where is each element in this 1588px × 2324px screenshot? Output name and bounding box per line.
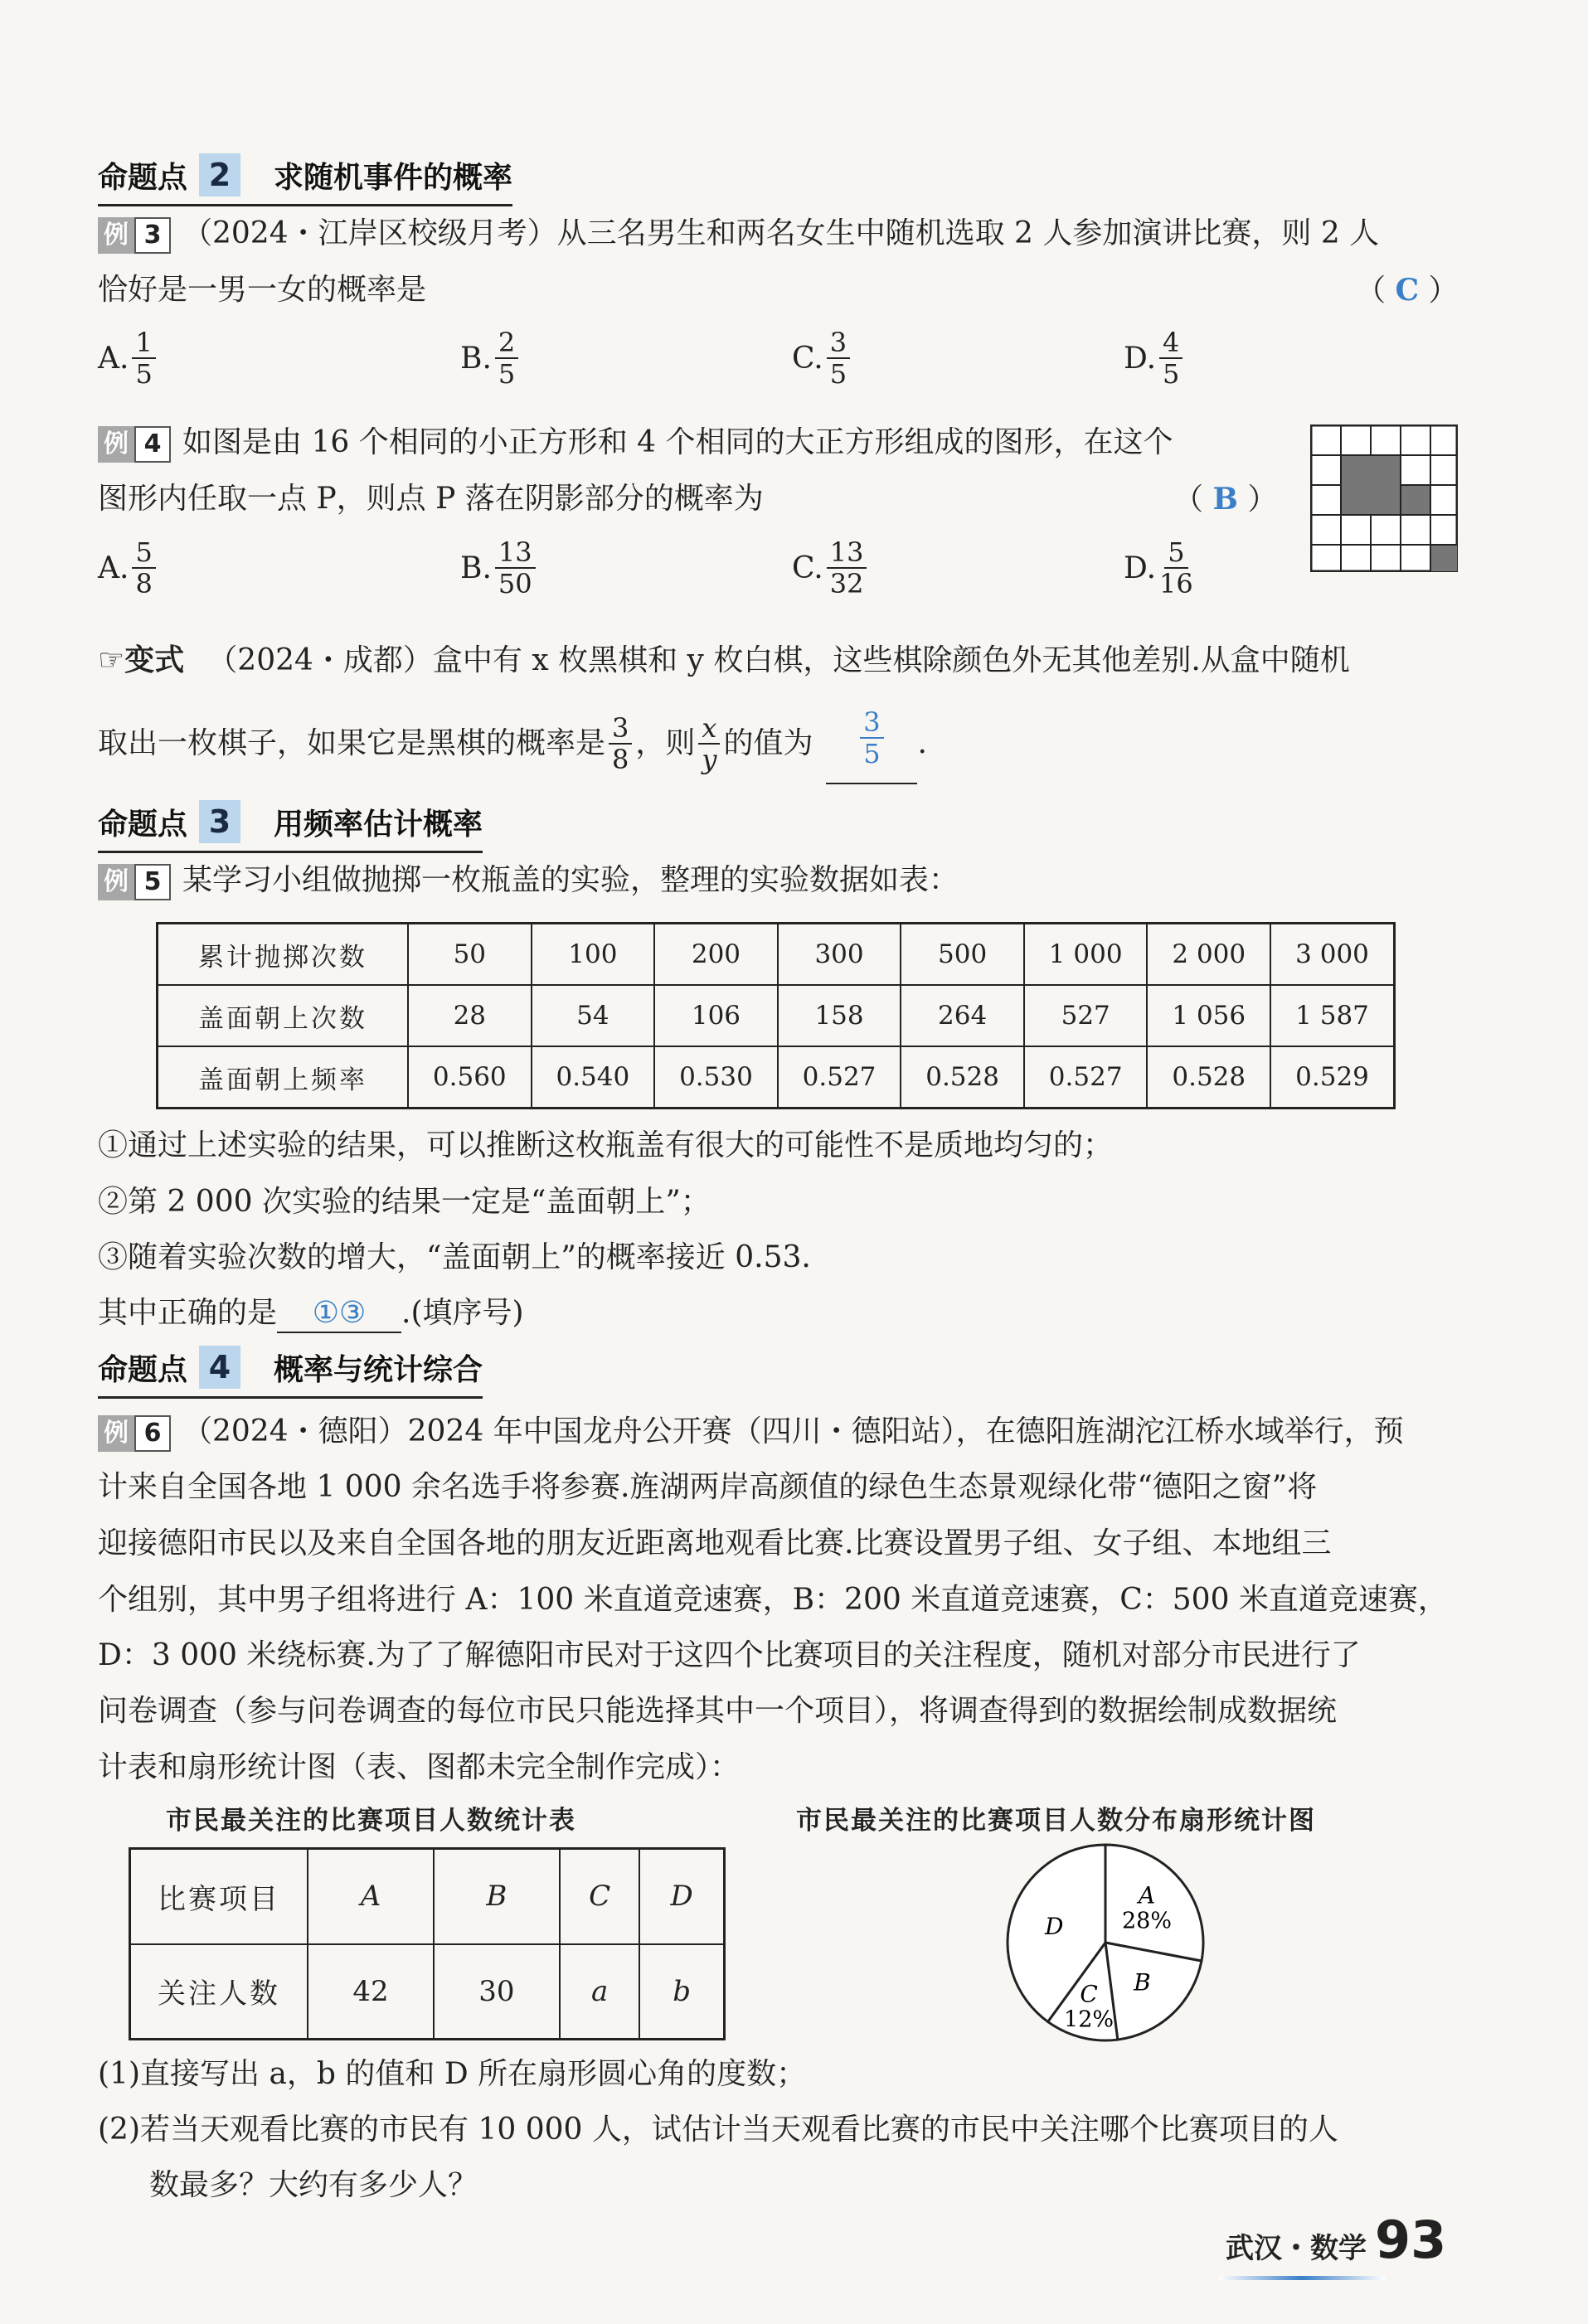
example-tag: 例 4 — [98, 426, 171, 463]
example-tag: 例 5 — [98, 864, 171, 900]
section-label: 命题点 — [98, 1352, 188, 1387]
example-4-answer: （ B ） — [1173, 482, 1278, 517]
chart-title: 市民最关注的比赛项目人数分布扇形统计图 — [796, 1806, 1316, 1836]
question-2-line-2: 数最多？大约有多少人？ — [149, 2168, 478, 2202]
section-label: 命题点 — [98, 160, 188, 195]
example-3-answer: （ C ） — [1356, 273, 1459, 308]
pie-label-b: B — [1134, 1968, 1151, 1997]
section-title: 用频率估计概率 — [274, 807, 483, 842]
example-6-line-1: 例 6 （2024・德阳）2024 年中国龙舟公开赛（四川・德阳站），在德阳旌湖沱江桥水域举行，预 — [98, 1414, 1404, 1452]
variant-label: 变式 — [124, 643, 185, 677]
section-label: 命题点 — [98, 807, 188, 842]
example-4-line-1: 例 4 如图是由 16 个相同的小正方形和 4 个相同的大正方形组成的图形，在这个 — [98, 425, 1173, 463]
example-4-line-2: 图形内任取一点 P，则点 P 落在阴影部分的概率为 — [98, 482, 764, 516]
example-6-line-2: 计来自全国各地 1 000 余名选手将参赛.旌湖两岸高颜值的绿色生态景观绿化带“德阳之窗”将 — [98, 1470, 1318, 1504]
section-number: 2 — [199, 153, 240, 196]
question-1: (1)直接写出 a，b 的值和 D 所在扇形圆心角的度数； — [98, 2057, 807, 2091]
example-6-line-3: 迎接德阳市民以及来自全国各地的朋友近距离地观看比赛.比赛设置男子组、女子组、本地组三 — [98, 1526, 1332, 1560]
section-number: 4 — [199, 1346, 240, 1389]
pie-slice-b — [1105, 1943, 1202, 2040]
page-number: 93 — [1375, 2210, 1447, 2270]
ex3-option-b: B. $\frac{2}{5}$ — [460, 327, 522, 389]
section-title: 求随机事件的概率 — [274, 160, 513, 195]
table-row: 累计抛掷次数 50 100 200 300 500 1 000 2 000 3 000 — [158, 924, 1395, 986]
grid-figure — [1310, 425, 1458, 572]
table-row: 比赛项目 A B C D — [130, 1849, 725, 1944]
statement-3: ③随着实验次数的增大，“盖面朝上”的概率接近 0.53. — [98, 1240, 811, 1274]
section-header-4 — [98, 1342, 483, 1399]
pie-chart — [1002, 1839, 1209, 2046]
example-6-line-5: D：3 000 米绕标赛.为了了解德阳市民对于这四个比赛项目的关注程度，随机对部分市民进行了 — [98, 1638, 1361, 1672]
section-header-2 — [98, 149, 512, 206]
section-title: 概率与统计综合 — [274, 1352, 483, 1387]
example-tag: 例 3 — [98, 217, 171, 254]
ex3-option-c: C. $\frac{3}{5}$ — [792, 327, 853, 389]
pie-label-c: C — [1080, 1980, 1098, 2008]
experiment-table — [156, 922, 1396, 1109]
answer-blank: ①③ — [277, 1295, 401, 1333]
table-row: 盖面朝上频率 0.560 0.540 0.530 0.527 0.528 0.527 0.528 0.529 — [158, 1046, 1395, 1109]
table-row: 盖面朝上次数 28 54 106 158 264 527 1 056 1 587 — [158, 985, 1395, 1046]
ex4-option-c: C. $\frac{13}{32}$ — [792, 537, 870, 599]
example-3-line-2: 恰好是一男一女的概率是 — [98, 273, 427, 307]
table-title: 市民最关注的比赛项目人数统计表 — [166, 1806, 576, 1836]
pie-percent-a: 28% — [1121, 1908, 1173, 1934]
pie-label-d: D — [1045, 1912, 1064, 1940]
footer — [1226, 2210, 1446, 2270]
ex4-option-b: B. $\frac{13}{50}$ — [460, 537, 539, 599]
statement-1: ①通过上述实验的结果，可以推断这枚瓶盖有很大的可能性不是质地均匀的； — [98, 1128, 1114, 1162]
example-6-line-7: 计表和扇形统计图（表、图都未完全制作完成）： — [98, 1750, 741, 1784]
example-5-intro: 例 5 某学习小组做抛掷一枚瓶盖的实验，整理的实验数据如表： — [98, 862, 959, 900]
example-3-line-1: 例 3 （2024・江岸区校级月考）从三名男生和两名女生中随机选取 2 人参加演讲比赛，则 2 人 — [98, 216, 1379, 254]
attention-table — [129, 1847, 726, 2040]
shaded-small-square — [1430, 545, 1457, 571]
footer-underline — [1219, 2276, 1385, 2280]
pie-label-a: A — [1138, 1881, 1156, 1909]
variant-answer-blank: $\frac{3}{5}$ — [826, 703, 917, 784]
ex3-option-a: A. $\frac{1}{5}$ — [98, 327, 159, 389]
example-6-line-6: 问卷调查（参与问卷调查的每位市民只能选择其中一个项目），将调查得到的数据绘制成数据统 — [98, 1694, 1338, 1728]
table-row: 关注人数 42 30 a b — [130, 1944, 725, 2040]
pointing-hand-icon: ☞ — [98, 643, 125, 677]
ex4-option-d: D. $\frac{5}{16}$ — [1124, 536, 1193, 599]
statement-2: ②第 2 000 次实验的结果一定是“盖面朝上”； — [98, 1185, 711, 1219]
ex3-option-d: D. $\frac{4}{5}$ — [1124, 327, 1186, 389]
example-tag: 例 6 — [98, 1415, 171, 1452]
pie-percent-c: 12% — [1064, 2006, 1115, 2033]
footer-text: 武汉・数学 — [1226, 2232, 1367, 2265]
section-number: 3 — [199, 800, 240, 843]
fill-question: 其中正确的是 ①③ .(填序号) — [98, 1295, 524, 1333]
question-2-line-1: (2)若当天观看比赛的市民有 10 000 人，试估计当天观看比赛的市民中关注哪个比赛项目的人 — [98, 2113, 1338, 2147]
variant-line-1: ☞变式 （2024・成都）盒中有 x 枚黑棋和 y 枚白棋，这些棋除颜色外无其他差别.从盒中随机 — [98, 643, 1350, 677]
section-header-3 — [98, 796, 483, 853]
ex4-option-a: A. $\frac{5}{8}$ — [98, 537, 159, 599]
variant-line-2: 取出一枚棋子，如果它是黑棋的概率是 $\frac{3}{8}$ ，则 $\frac{x}{y}$ 的值为 $\frac{3}{5}$ . — [98, 703, 927, 784]
example-6-line-4: 个组别，其中男子组将进行 A：100 米直道竞速赛，B：200 米直道竞速赛，C：500 米直道竞速赛， — [98, 1583, 1448, 1617]
